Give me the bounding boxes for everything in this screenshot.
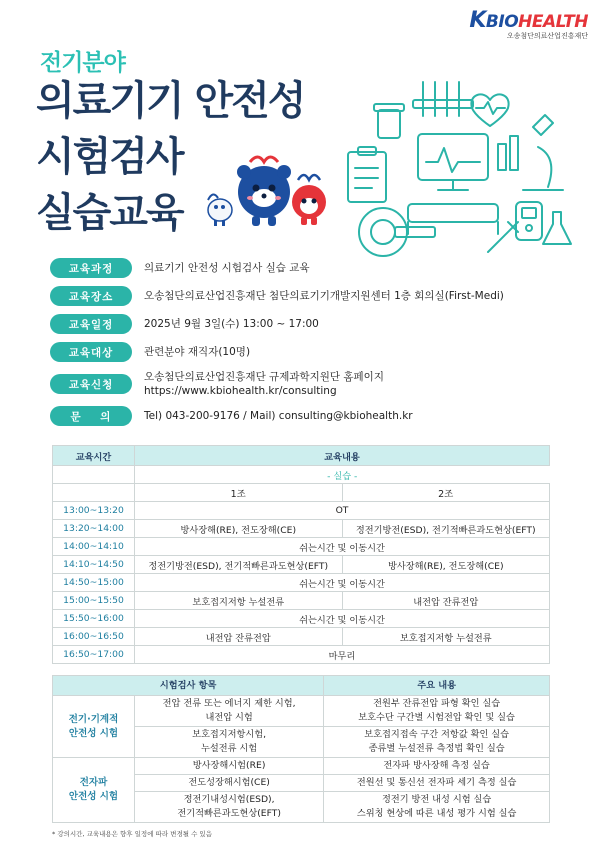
group-2-cell: 방사장해(RE), 전도장해(CE) (342, 556, 550, 574)
time-cell: 13:00~13:20 (53, 502, 135, 520)
monitor-icon (418, 134, 488, 190)
info-value: Tel) 043-200-9176 / Mail) consulting@kbiohealth.kr (144, 410, 413, 422)
content-text: 스위칭 현상에 따른 내성 평가 시험 실습 (356, 808, 517, 819)
item-cell (135, 696, 324, 727)
info-value (144, 370, 384, 398)
info-label: 문 의 (50, 406, 132, 426)
info-label: 교육장소 (50, 286, 132, 306)
content-text: 전원부 잔류전압 파형 확인 실습 (373, 698, 501, 709)
item-cell: 전도성장해시험(CE) (135, 775, 324, 792)
pill-bottle-icon (374, 104, 404, 138)
header-time: 교육시간 (53, 446, 135, 466)
clipboard-icon (348, 147, 386, 202)
red-mascot-icon (292, 175, 326, 225)
content-text: 보호접지접속 구간 저항값 확인 실습 (364, 729, 510, 740)
hospital-bed-icon (408, 204, 498, 234)
category-name: 안전성 시험 (68, 791, 119, 802)
category-cell (53, 696, 135, 758)
item-text: 정전기내성시험(ESD), (183, 794, 275, 805)
content-cell: 전자파 방사장해 측정 실습 (324, 758, 550, 775)
item-cell (135, 792, 324, 823)
schedule-group-row (53, 484, 550, 502)
time-cell: 16:00~16:50 (53, 628, 135, 646)
item-text: 누설전류 시험 (201, 743, 258, 754)
title-line-1: 의료기기 안전성 (36, 78, 305, 124)
content-text: 종류별 누설전류 측정법 확인 실습 (368, 743, 505, 754)
merged-cell: OT (135, 502, 550, 520)
content-text: 정전기 방전 내성 시험 실습 (381, 794, 492, 805)
table-row (53, 646, 550, 664)
time-cell: 16:50~17:00 (53, 646, 135, 664)
table-row (53, 628, 550, 646)
logo-k: K (469, 8, 486, 33)
field-label: 전기분야 (40, 50, 125, 76)
flask-icon (543, 212, 571, 244)
info-row-contact (50, 406, 560, 426)
info-value: 관련분야 재직자(10명) (144, 346, 251, 358)
item-text: 내전압 시험 (205, 712, 253, 723)
schedule-subtitle-row (53, 466, 550, 484)
group-1-cell: 정전기방전(ESD), 전기적빠른과도현상(EFT) (135, 556, 343, 574)
item-cell: 방사장해시험(RE) (135, 758, 324, 775)
info-label: 교육일정 (50, 314, 132, 334)
time-cell: 14:00~14:10 (53, 538, 135, 556)
kbiohealth-logo (469, 8, 588, 41)
table-row (53, 538, 550, 556)
merged-cell: 쉬는시간 및 이동시간 (135, 538, 550, 556)
header-content: 교육내용 (135, 446, 550, 466)
header-main-content: 주요 내용 (324, 676, 550, 696)
group-2-cell: 정전기방전(ESD), 전기적빠른과도현상(EFT) (342, 520, 550, 538)
content-cell (324, 727, 550, 758)
items-header-row (53, 676, 550, 696)
category-name: 전자파 (79, 777, 108, 788)
time-cell: 15:50~16:00 (53, 610, 135, 628)
group-1-cell: 내전압 잔류전압 (135, 628, 343, 646)
info-label: 교육신청 (50, 374, 132, 394)
content-text: 보호수단 구간별 시험전압 확인 및 실습 (358, 712, 515, 723)
time-cell: 14:10~14:50 (53, 556, 135, 574)
test-tube-rack-icon (413, 82, 473, 116)
info-value: 의료기기 안전성 시험검사 실습 교육 (144, 262, 310, 274)
test-items-table (52, 675, 550, 823)
item-text: 보호접지저항시험, (192, 729, 267, 740)
table-row (53, 758, 550, 775)
group-1-cell: 보호접지저항 누설전류 (135, 592, 343, 610)
table-row (53, 574, 550, 592)
group-1-cell: 방사장해(RE), 전도장해(CE) (135, 520, 343, 538)
heart-pulse-icon (471, 94, 508, 126)
merged-cell: 쉬는시간 및 이동시간 (135, 610, 550, 628)
logo-mark (469, 8, 588, 33)
mascot-illustration (200, 150, 330, 240)
item-cell (135, 727, 324, 758)
content-cell: 전원선 및 통신선 전자파 세기 측정 실습 (324, 775, 550, 792)
info-label: 교육대상 (50, 342, 132, 362)
apply-site-name: 오송첨단의료산업진흥재단 규제과학지원단 홈페이지 (144, 371, 384, 383)
logo-bio: BIO (485, 12, 519, 32)
content-cell (324, 792, 550, 823)
header-test-item: 시험검사 항목 (53, 676, 324, 696)
group-2-label: 2조 (342, 484, 550, 502)
category-cell (53, 758, 135, 823)
table-row (53, 556, 550, 574)
merged-cell: 쉬는시간 및 이동시간 (135, 574, 550, 592)
table-row (53, 592, 550, 610)
table-row (53, 610, 550, 628)
group-1-label: 1조 (135, 484, 343, 502)
medical-equipment-illustration (338, 72, 578, 267)
time-cell: 13:20~14:00 (53, 520, 135, 538)
info-row-apply (50, 370, 560, 398)
category-name: 전기·기계적 (68, 713, 119, 725)
content-cell (324, 696, 550, 727)
table-row (53, 696, 550, 727)
info-label: 교육과정 (50, 258, 132, 278)
syringe-icon (488, 222, 518, 252)
info-row-target (50, 342, 560, 362)
blue-mascot-icon (237, 157, 291, 226)
chart-bars-icon (498, 136, 518, 170)
bird-mascot-icon (208, 194, 232, 226)
merged-cell: 마무리 (135, 646, 550, 664)
time-cell: 15:00~15:50 (53, 592, 135, 610)
logo-health: HEALTH (518, 12, 588, 32)
title-line-2: 시험검사 (36, 134, 183, 180)
info-row-course (50, 258, 560, 278)
group-2-cell: 내전압 잔류전압 (342, 592, 550, 610)
mri-scanner-icon (359, 208, 435, 256)
schedule-table (52, 445, 550, 664)
schedule-subtitle: - 실습 - (135, 466, 550, 484)
microscope-icon (523, 115, 563, 190)
info-section (50, 258, 560, 434)
schedule-header-row (53, 446, 550, 466)
info-row-schedule (50, 314, 560, 334)
info-value: 2025년 9월 3일(수) 13:00 ~ 17:00 (144, 318, 319, 330)
glucose-meter-icon (516, 202, 542, 240)
info-value: 오송첨단의료산업진흥재단 첨단의료기기개발지원센터 1층 회의실(First-Medi) (144, 290, 504, 302)
category-name: 안전성 시험 (68, 727, 119, 739)
item-text: 전기적빠른과도현상(EFT) (177, 808, 281, 819)
info-row-location (50, 286, 560, 306)
table-row (53, 520, 550, 538)
time-cell: 14:50~15:00 (53, 574, 135, 592)
title-line-3: 실습교육 (36, 190, 183, 236)
table-row (53, 502, 550, 520)
group-2-cell: 보호접지저항 누설전류 (342, 628, 550, 646)
item-text: 전압 전류 또는 에너지 제한 시험, (162, 698, 296, 709)
footnote: * 강의시간, 교육내용은 향후 일정에 따라 변경될 수 있음 (52, 830, 212, 838)
logo-org-name: 오송첨단의료산업진흥재단 (506, 32, 588, 40)
apply-url-link[interactable]: https://www.kbiohealth.kr/consulting (144, 385, 337, 397)
